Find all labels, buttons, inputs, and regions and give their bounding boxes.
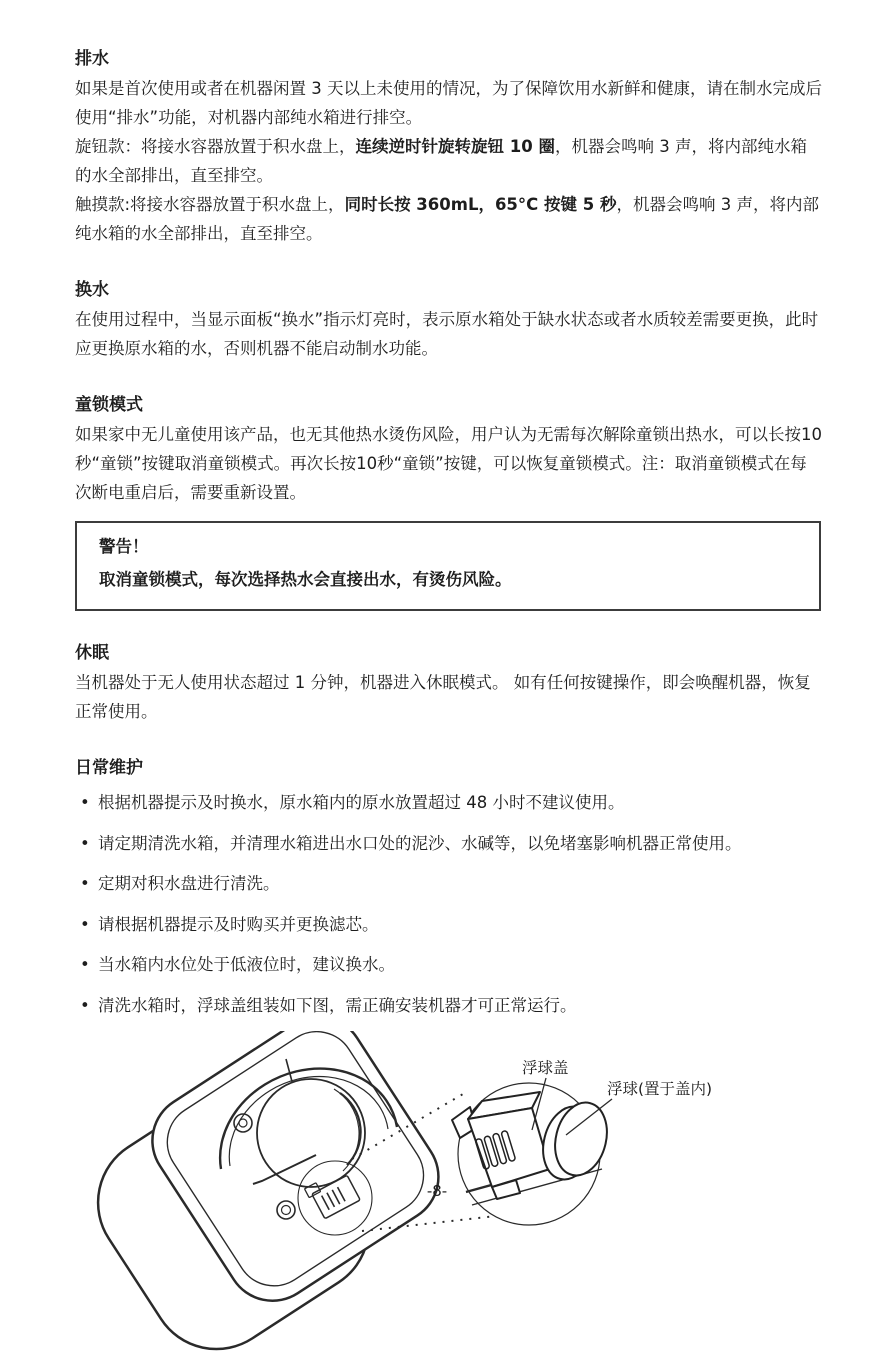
section-maintenance-heading: 日常维护 — [75, 758, 143, 778]
float-ball-label: 浮球(置于盖内) — [607, 1080, 713, 1098]
section-child-lock-heading: 童锁模式 — [75, 395, 143, 415]
section-sleep-paragraph: 当机器处于无人使用状态超过 1 分钟，机器进入休眠模式。 如有任何按键操作，即会唤醒机器，恢复正常使用。 — [75, 673, 811, 721]
section-water-change-paragraph: 在使用过程中，当显示面板“换水”指示灯亮时，表示原水箱处于缺水状态或者水质较差需要更换，此时应更换原水箱的水，否则机器不能启动制水功能。 — [75, 310, 819, 358]
list-item: • 请根据机器提示及时购买并更换滤芯。 — [75, 910, 823, 939]
warning-text: 取消童锁模式，每次选择热水会直接出水，有烫伤风险。 — [99, 570, 512, 589]
section-drain-heading: 排水 — [75, 49, 109, 69]
list-item: • 当水箱内水位处于低液位时，建议换水。 — [75, 950, 823, 979]
page-number: -8- — [426, 1182, 448, 1200]
section-drain-paragraph: 触摸款:将接水容器放置于积水盘上，同时长按 360mL，65°C 按键 5 秒，机器会鸣响 3 声，将内部纯水箱的水全部排出，直至排空。 — [75, 195, 819, 243]
warning-box — [75, 521, 821, 611]
section-drain-paragraph: 如果是首次使用或者在机器闲置 3 天以上未使用的情况，为了保障饮用水新鲜和健康，请在制水完成后使用“排水”功能，对机器内部纯水箱进行排空。 — [75, 79, 822, 127]
section-drain-paragraph: 旋钮款：将接水容器放置于积水盘上，连续逆时针旋转旋钮 10 圈，机器会鸣响 3 声，将内部纯水箱的水全部排出，直至排空。 — [75, 137, 807, 185]
warning-title: 警告！ — [99, 537, 149, 556]
list-item: • 定期对积水盘进行清洗。 — [75, 869, 823, 898]
section-child-lock-paragraph: 如果家中无儿童使用该产品，也无其他热水烫伤风险，用户认为无需每次解除童锁出热水，可以长按10 秒“童锁”按键取消童锁模式。再次长按10秒“童锁”按键，可以恢复童锁模式。注：取消童锁模式在每次断电重启后，需要重新设置。 — [75, 425, 822, 502]
section-sleep-heading: 休眠 — [75, 643, 109, 663]
maintenance-bullet-list — [75, 788, 823, 1020]
section-water-change-heading: 换水 — [75, 280, 109, 300]
list-item: • 请定期清洗水箱，并清理水箱进出水口处的泥沙、水碱等，以免堵塞影响机器正常使用。 — [75, 829, 823, 858]
section-maintenance — [75, 753, 823, 1020]
section-sleep — [75, 638, 823, 726]
list-item: • 根据机器提示及时换水，原水箱内的原水放置超过 48 小时不建议使用。 — [75, 788, 823, 817]
float-cover-label: 浮球盖 — [522, 1059, 569, 1077]
page-content — [75, 44, 823, 1363]
section-drain — [75, 44, 823, 248]
section-child-lock — [75, 390, 823, 611]
section-water-change — [75, 275, 823, 363]
list-item: • 清洗水箱时，浮球盖组装如下图，需正确安装机器才可正常运行。 — [75, 991, 823, 1020]
